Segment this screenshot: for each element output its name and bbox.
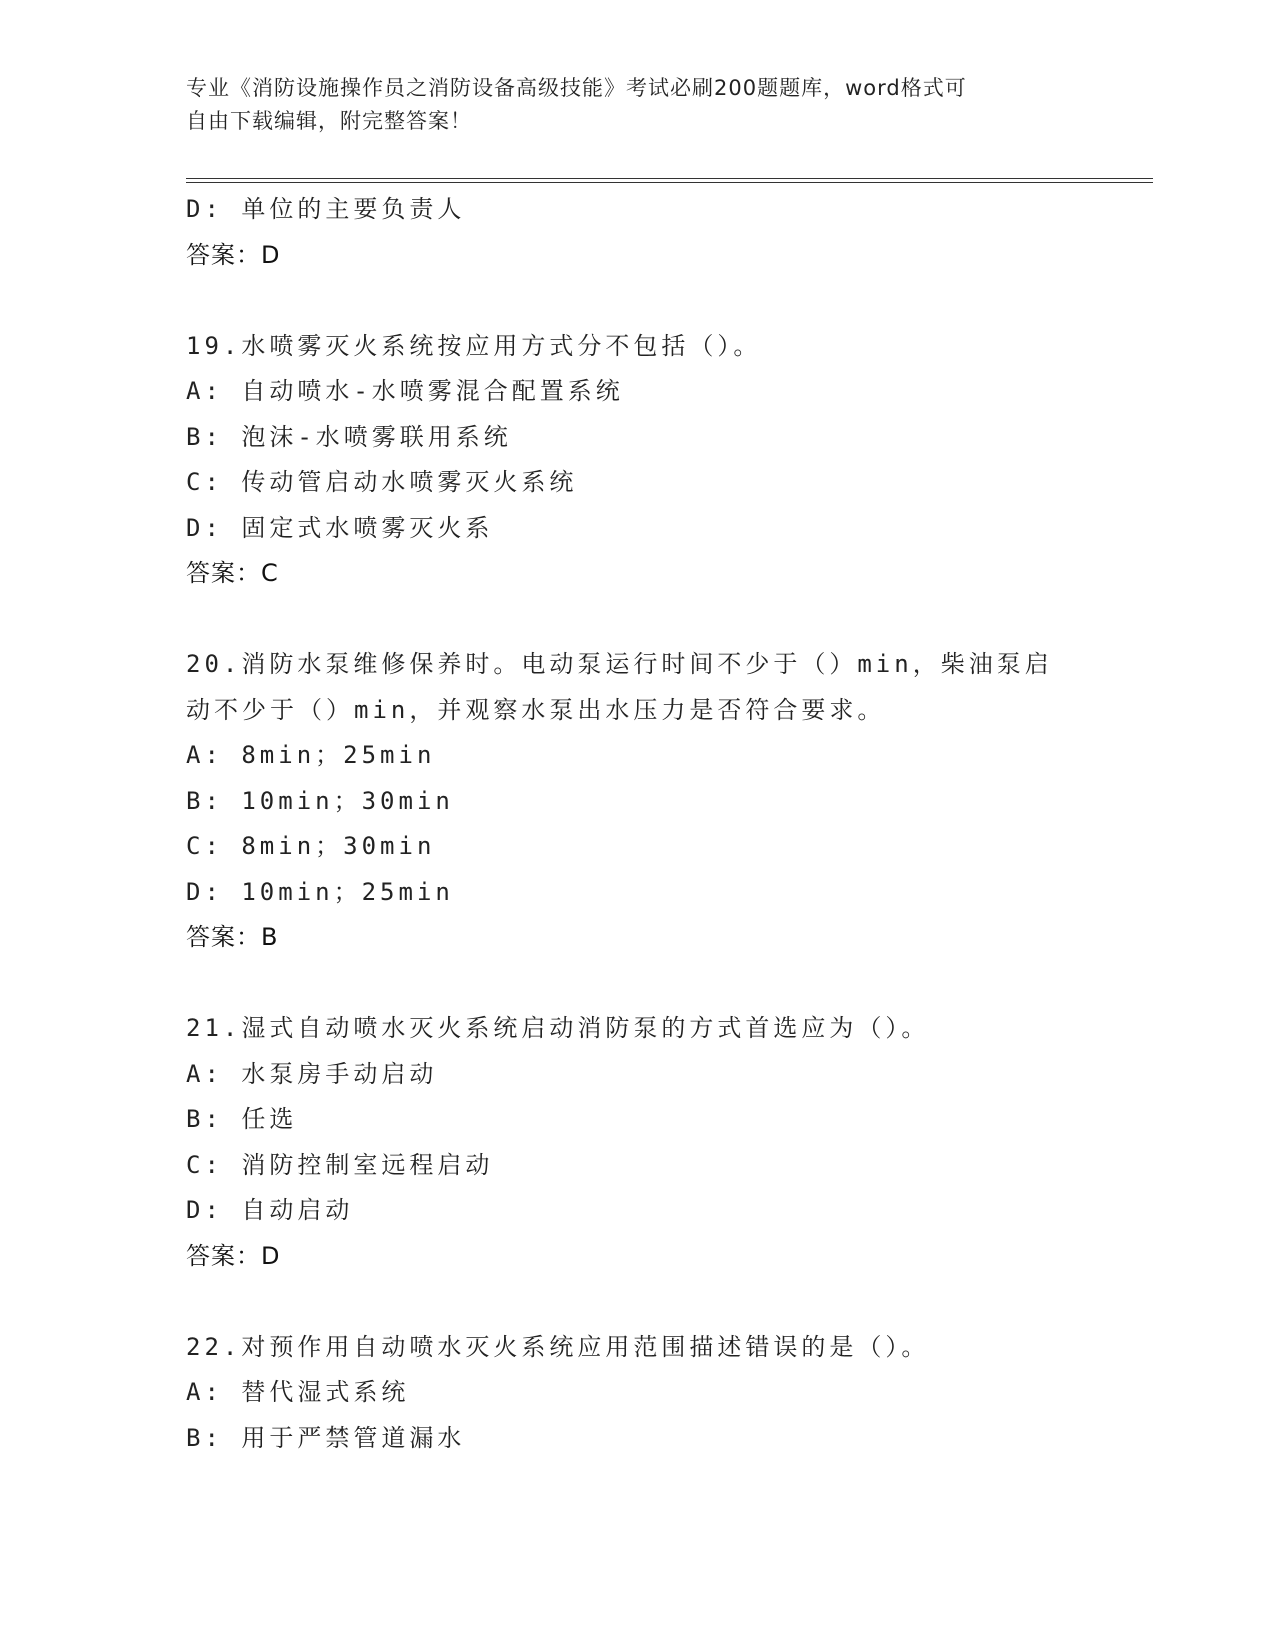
spacer [186,961,1146,1007]
spacer [186,597,1146,643]
header-line-1: 专业《消防设施操作员之消防设备高级技能》考试必刷200题题库，word格式可 [186,76,967,100]
question-19 [186,324,1146,597]
question-stem: 19.水喷雾灭火系统按应用方式分不包括（）。 [186,331,762,360]
option-b: B: 任选 [186,1105,298,1133]
option-c: C: 传动管启动水喷雾灭火系统 [186,468,578,496]
spacer [186,278,1146,324]
answer-text: 答案：D [186,1241,281,1270]
document-header [186,72,1066,138]
option-a: A: 8min；25min [186,741,436,769]
option-b: B: 10min；30min [186,786,454,815]
question-stem: 21.湿式自动喷水灭火系统启动消防泵的方式首选应为（）。 [186,1014,930,1042]
question-stem: 22.对预作用自动喷水灭火系统应用范围描述错误的是（）。 [186,1332,930,1361]
header-rule-bottom [186,182,1153,183]
header-line-2: 自由下载编辑，附完整答案！ [186,109,472,133]
question-21 [186,1006,1146,1279]
question-content [186,187,1146,1461]
header-rule-top [186,178,1153,179]
answer-text: 答案：B [186,923,279,951]
option-c: C: 8min；30min [186,832,436,860]
option-text: D: 单位的主要负责人 [186,195,466,223]
spacer [186,1279,1146,1325]
option-d: D: 自动启动 [186,1196,354,1224]
answer-text: 答案：C [186,559,279,587]
option-c: C: 消防控制室远程启动 [186,1150,494,1179]
option-d: D: 固定式水喷雾灭火系 [186,513,494,542]
answer-text: 答案：D [186,240,281,269]
option-a: A: 替代湿式系统 [186,1378,410,1406]
question-stem: 20.消防水泵维修保养时。电动泵运行时间不少于（）min，柴油泵启 [186,650,1053,678]
option-b: B: 用于严禁管道漏水 [186,1423,466,1452]
question-20 [186,642,1146,961]
option-d: D: 10min；25min [186,877,454,906]
question-22 [186,1325,1146,1462]
option-b: B: 泡沫-水喷雾联用系统 [186,422,512,451]
option-a: A: 自动喷水-水喷雾混合配置系统 [186,377,624,405]
question-stem-continued: 动不少于（）min，并观察水泵出水压力是否符合要求。 [186,695,886,724]
carryover-block [186,187,1146,278]
option-a: A: 水泵房手动启动 [186,1059,438,1088]
